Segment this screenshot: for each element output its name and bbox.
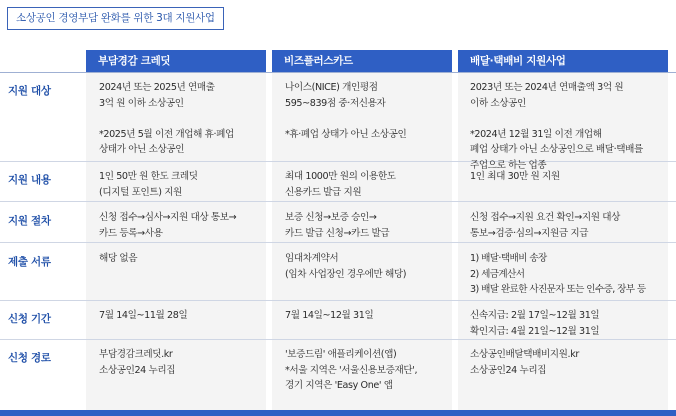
row-label-documents: 제출 서류 xyxy=(8,256,51,268)
cell-target-credit: 2024년 또는 2025년 연매출 3억 원 이하 소상공인 *2025년 5월 이전 개업해 휴·폐업 상태가 아닌 소상공인 xyxy=(99,82,234,155)
cell-procedure-credit: 신청 접수→심사→지원 대상 통보→ 카드 등록→사용 xyxy=(99,212,237,239)
cell-target-delivery: 2023년 또는 2024년 연매출액 3억 원 이하 소상공인 *2024년 12월 31일 이전 개업해 폐업 상태가 아닌 소상공인으로 배달·택배를 주업으로 하는 업종 xyxy=(470,82,643,171)
row-divider xyxy=(0,242,676,243)
cell-documents-card: 임대차계약서 (임차 사업장인 경우에만 해당) xyxy=(285,253,407,280)
page-title: 소상공인 경영부담 완화를 위한 3대 지원사업 xyxy=(7,7,224,30)
row-label-period: 신청 기간 xyxy=(8,313,51,325)
cell-procedure-delivery: 신청 접수→지원 요건 확인→지원 대상 통보→검증·심의→지원금 지급 xyxy=(470,212,621,239)
row-divider xyxy=(0,201,676,202)
cell-content-card: 최대 1000만 원의 이용한도 신용카드 발급 지원 xyxy=(285,171,396,198)
cell-period-card: 7월 14일~12월 31일 xyxy=(285,310,374,321)
row-label-content: 지원 내용 xyxy=(8,174,51,186)
bottom-accent-bar xyxy=(0,410,676,416)
cell-target-card: 나이스(NICE) 개인평점 595~839점 중·저신용자 *휴·폐업 상태가 아닌 소상공인 xyxy=(285,82,407,140)
row-label-channel: 신청 경로 xyxy=(8,352,51,364)
cell-channel-delivery: 소상공인배달택배비지원.kr 소상공인24 누리집 xyxy=(470,349,579,376)
cell-channel-credit: 부담경감크레딧.kr 소상공인24 누리집 xyxy=(99,349,176,376)
column-header-credit: 부담경감 크레딧 xyxy=(86,50,266,72)
cell-content-delivery: 1인 최대 30만 원 지원 xyxy=(470,171,560,182)
cell-period-credit: 7월 14일~11월 28일 xyxy=(99,310,188,321)
cell-content-credit: 1인 50만 원 한도 크레딧 (디지털 포인트) 지원 xyxy=(99,171,198,198)
cell-channel-card: '보증드림' 애플리케이션(앱) *서울 지역은 '서울신용보증재단', 경기 지역은 'Easy One' 앱 xyxy=(285,349,418,391)
cell-documents-credit: 해당 없음 xyxy=(99,253,138,264)
column-header-bizplus-card: 비즈플러스카드 xyxy=(272,50,452,72)
cell-procedure-card: 보증 신청→보증 승인→ 카드 발급 신청→카드 발급 xyxy=(285,212,390,239)
cell-documents-delivery: 1) 배달·택배비 송장 2) 세금계산서 3) 배달 완료한 사진문자 또는 인수증, 장부 등 xyxy=(470,253,646,295)
column-header-delivery: 배달·택배비 지원사업 xyxy=(458,50,668,72)
row-divider xyxy=(0,300,676,301)
cell-period-delivery: 신속지급: 2월 17일~12월 31일 확인지급: 4월 21일~12월 31일 xyxy=(470,310,600,337)
row-divider xyxy=(0,72,676,73)
row-divider xyxy=(0,339,676,340)
row-label-target: 지원 대상 xyxy=(8,85,51,97)
row-label-procedure: 지원 절차 xyxy=(8,215,51,227)
